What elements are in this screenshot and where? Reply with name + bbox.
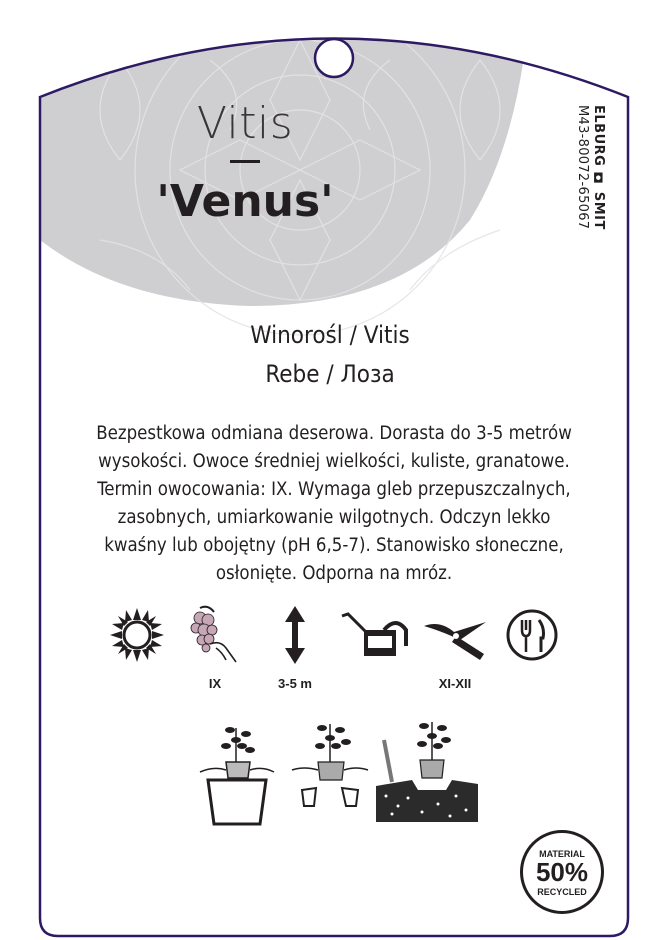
hang-hole	[315, 39, 353, 77]
edible-fork-knife-icon	[505, 608, 559, 662]
plant-cultivar: 'Venus'	[156, 176, 334, 227]
pruning-months-caption: XI-XII	[438, 676, 472, 691]
title-dash	[230, 160, 260, 163]
height-caption: 3-5 m	[278, 676, 312, 691]
description	[56, 420, 612, 588]
loosen-roots-icon	[290, 718, 370, 812]
fruit-hand-icon	[186, 604, 244, 666]
badge-line-3: RECYCLED	[537, 887, 587, 897]
height-arrow-icon	[283, 606, 307, 664]
description-line: wysokości. Owoce średniej wielkości, kuliste, granatowe.	[98, 451, 570, 472]
badge-line-1: MATERIAL	[539, 849, 585, 859]
remove-pot-icon	[196, 720, 278, 826]
sun-icon	[108, 606, 166, 664]
pruning-shears-icon	[420, 614, 488, 662]
product-code: M43-80072-65067	[575, 105, 590, 230]
brand-name: ELBURG ◘ SMIT	[591, 105, 606, 230]
description-line: Bezpestkowa odmiana deserowa. Dorasta do 3-5 metrów	[96, 423, 572, 444]
common-name-line-2: Rebe / Лоза	[265, 360, 395, 388]
common-name-line-1: Winorośl / Vitis	[250, 321, 410, 349]
description-line: Termin owocowania: IX. Wymaga gleb przepuszczalnych,	[97, 479, 571, 500]
description-line: zasobnych, umiarkowanie wilgotnych. Odczyn lekko	[117, 507, 551, 528]
plant-in-soil-icon	[372, 716, 482, 826]
description-line: osłonięte. Odporna na mróz.	[215, 563, 453, 584]
badge-line-2: 50%	[535, 857, 589, 887]
fruiting-month-caption: IX	[208, 676, 222, 691]
watering-can-icon	[340, 612, 410, 660]
plant-genus: Vitis	[196, 98, 294, 149]
description-line: kwaśny lub obojętny (pH 6,5-7). Stanowisko słoneczne,	[104, 535, 564, 556]
header-ornament	[0, 0, 530, 335]
recycled-material-badge	[520, 830, 604, 914]
